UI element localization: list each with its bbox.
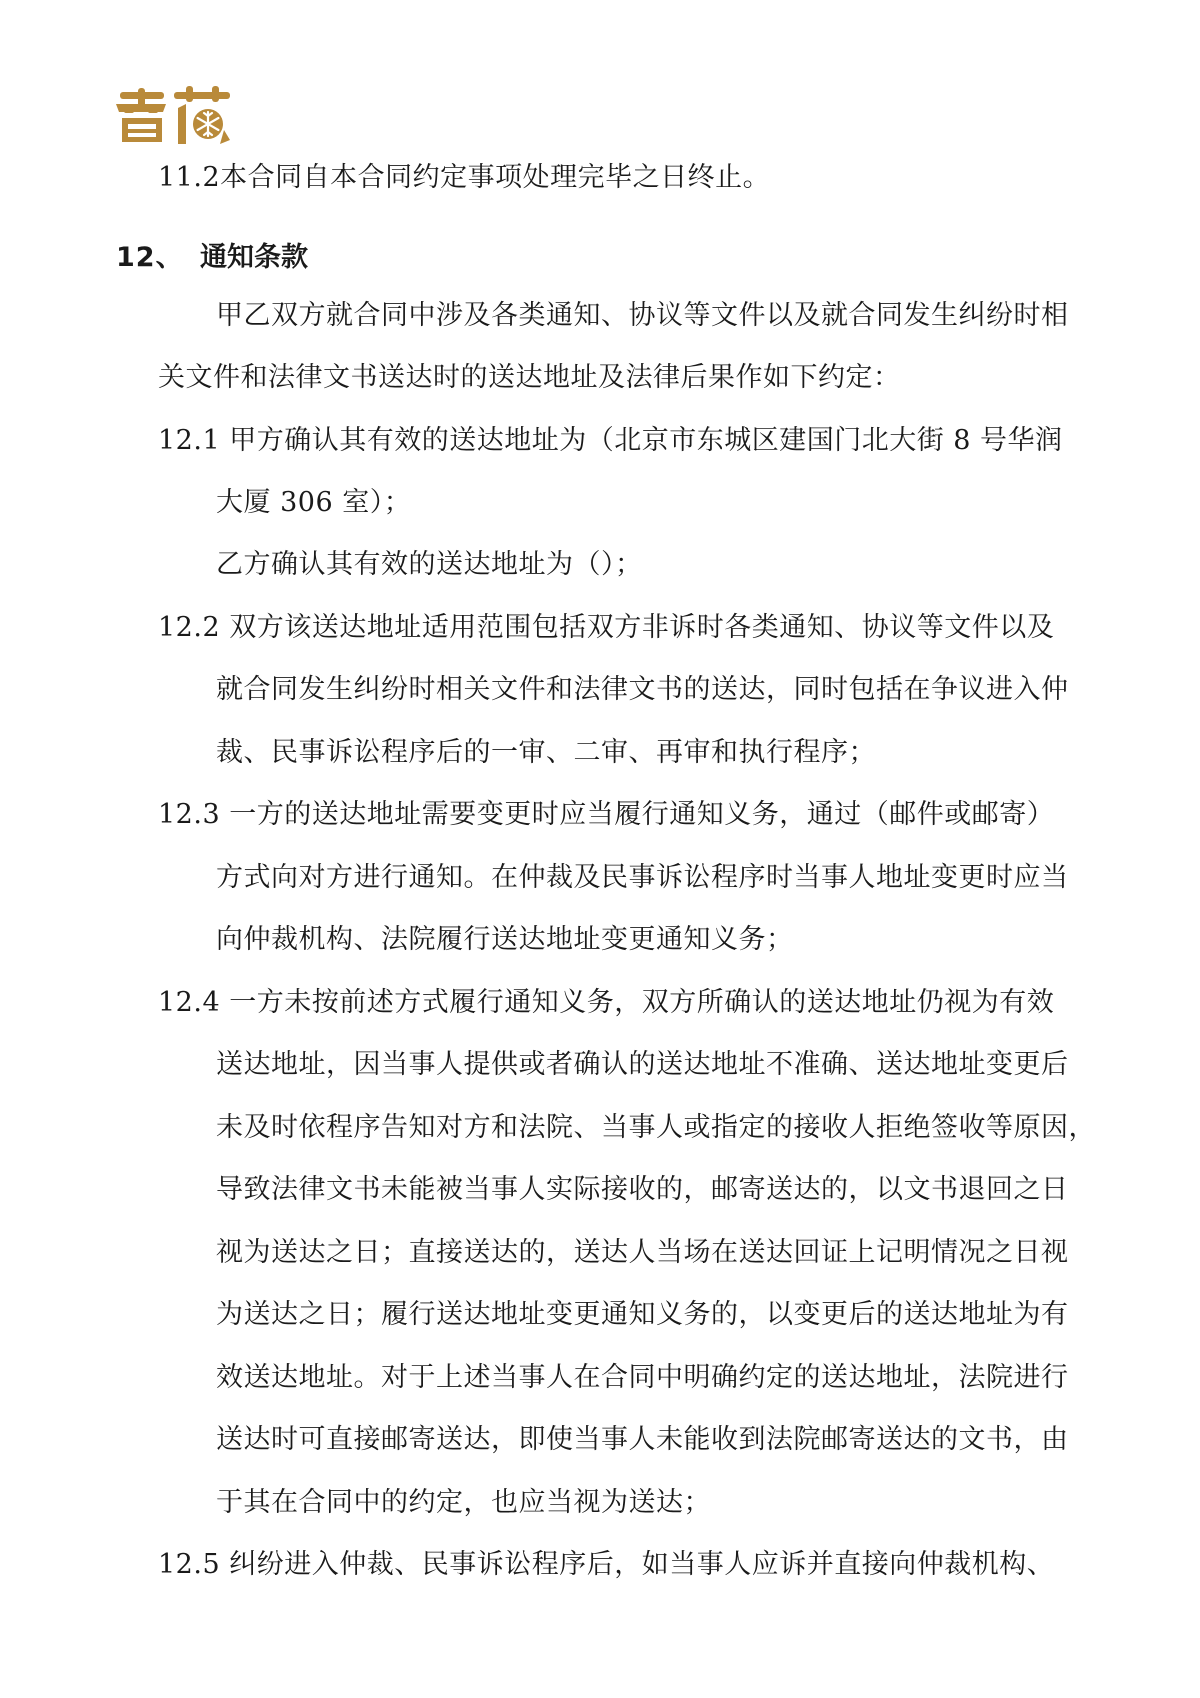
- clause-12-4-line-2: 送达地址，因当事人提供或者确认的送达地址不准确、送达地址变更后: [216, 1049, 1069, 1080]
- clause-12-5-line-1: 12.5 纠纷进入仲裁、民事诉讼程序后，如当事人应诉并直接向仲裁机构、: [158, 1549, 1055, 1580]
- clause-12-3-line-3: 向仲裁机构、法院履行送达地址变更通知义务；: [216, 924, 794, 955]
- clause-12-2-line-3: 裁、民事诉讼程序后的一审、二审、再审和执行程序；: [216, 737, 876, 768]
- clause-12-4-line-5: 视为送达之日；直接送达的，送达人当场在送达回证上记明情况之日视: [216, 1237, 1069, 1268]
- snow-brand-logo-icon: [114, 86, 236, 150]
- clause-12-4-line-8: 送达时可直接邮寄送达，即使当事人未能收到法院邮寄送达的文书，由: [216, 1424, 1069, 1455]
- section-title: 通知条款: [200, 242, 308, 273]
- brand-logo: [114, 86, 236, 150]
- intro-line-1: 甲乙双方就合同中涉及各类通知、协议等文件以及就合同发生纠纷时相: [216, 300, 1069, 331]
- clause-12-4-line-4: 导致法律文书未能被当事人实际接收的，邮寄送达的，以文书退回之日: [216, 1174, 1069, 1205]
- section-number: 12、: [116, 242, 184, 273]
- clause-12-4-line-3: 未及时依程序告知对方和法院、当事人或指定的接收人拒绝签收等原因，: [216, 1112, 1096, 1143]
- clause-12-3-line-2: 方式向对方进行通知。在仲裁及民事诉讼程序时当事人地址变更时应当: [216, 862, 1069, 893]
- clause-12-4-line-6: 为送达之日；履行送达地址变更通知义务的，以变更后的送达地址为有: [216, 1299, 1069, 1330]
- clause-12-4-line-9: 于其在合同中的约定，也应当视为送达；: [216, 1487, 711, 1518]
- clause-12-4-line-1: 12.4 一方未按前述方式履行通知义务，双方所确认的送达地址仍视为有效: [158, 987, 1055, 1018]
- clause-12-4-line-7: 效送达地址。对于上述当事人在合同中明确约定的送达地址，法院进行: [216, 1362, 1069, 1393]
- clause-12-3-line-1: 12.3 一方的送达地址需要变更时应当履行通知义务，通过（邮件或邮寄）: [158, 799, 1055, 830]
- clause-11-2: 11.2本合同自本合同约定事项处理完毕之日终止。: [158, 162, 771, 193]
- clause-12-1-line-3: 乙方确认其有效的送达地址为（）；: [216, 549, 643, 580]
- clause-12-2-line-1: 12.2 双方该送达地址适用范围包括双方非诉时各类通知、协议等文件以及: [158, 612, 1055, 643]
- clause-12-2-line-2: 就合同发生纠纷时相关文件和法律文书的送达，同时包括在争议进入仲: [216, 674, 1069, 705]
- intro-line-2: 关文件和法律文书送达时的送达地址及法律后果作如下约定：: [158, 362, 901, 393]
- clause-12-1-line-1: 12.1 甲方确认其有效的送达地址为（北京市东城区建国门北大街 8 号华润: [158, 425, 1063, 456]
- clause-12-1-line-2: 大厦 306 室）；: [216, 487, 412, 518]
